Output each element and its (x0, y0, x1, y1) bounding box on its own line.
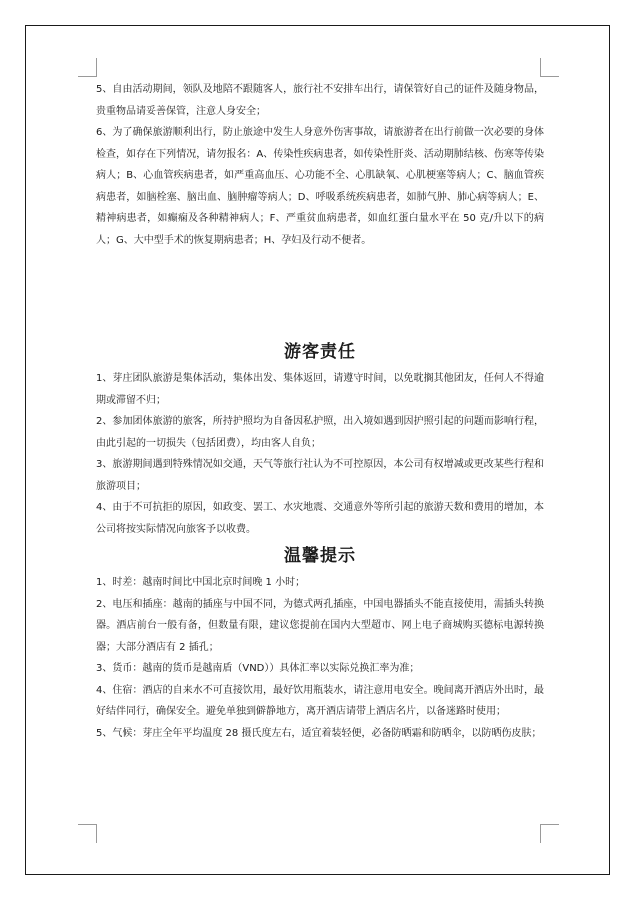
margin-corner-top-left (78, 58, 97, 77)
tips-item-1: 1、时差：越南时间比中国北京时间晚 1 小时； (96, 577, 306, 588)
margin-corner-bottom-right (540, 824, 559, 843)
margin-corner-bottom-left (78, 824, 97, 843)
responsibility-title: 游客责任 (284, 342, 356, 362)
tips-item-5: 5、气候：芽庄全年平均温度 28 摄氏度左右，适宜着装轻便，必备防晒霜和防晒伞，以防晒伤皮肤； (96, 727, 542, 739)
intro-item-6: 6、为了确保旅游顺利出行，防止旅途中发生人身意外伤害事故，请旅游者在出行前做一次必要的身体检查，如存在下列情况，请勿报名：A、传染性疾病患者，如传染性肝炎、活动期肺结核、伤寒等传染病人；B、心血管疾病患者，如严重高血压、心功能不全、心肌缺氧、心肌梗塞等病人；C、脑血管疾病患者，如脑栓塞、脑出血、脑肿瘤等病人；D、呼吸系统疾病患者，如肺气肿、肺心病等病人；E、精神病患者，如癫痫及各种精神病人；F、严重贫血病患者，如血红蛋白量水平在 50 克/升以下的病人；G、大中型手术的恢复期病患者；H、孕妇及行动不便者。 (96, 127, 544, 246)
tips-item-3: 3、货币：越南的货币是越南盾（VND））具体汇率以实际兑换汇率为准； (96, 663, 420, 674)
blank-gap (96, 251, 544, 338)
margin-corner-top-right (540, 58, 559, 77)
responsibility-item-2: 2、参加团体旅游的旅客，所持护照均为自备因私护照，出入境如遇到因护照引起的问题而影响行程，由此引起的一切损失（包括团费），均由客人自负； (96, 416, 544, 449)
responsibility-item-3: 3、旅游期间遇到特殊情况如交通，天气等旅行社认为不可控原因，本公司有权增减或更改某些行程和旅游项目； (96, 459, 544, 492)
tips-item-4: 4、住宿：酒店的自来水不可直接饮用，最好饮用瓶装水，请注意用电安全。晚间离开酒店外出时，最好结伴同行，确保安全。避免单独到僻静地方，离开酒店请带上酒店名片，以备迷路时使用； (96, 684, 544, 717)
document-body (96, 79, 544, 744)
responsibility-item-4: 4、由于不可抗拒的原因，如政变、罢工、水灾地震、交通意外等所引起的旅游天数和费用的增加，本公司将按实际情况向旅客予以收费。 (96, 502, 544, 535)
responsibility-item-1: 1、芽庄团队旅游是集体活动，集体出发、集体返回，请遵守时间，以免耽搁其他团友，任何人不得逾期或滞留不归； (96, 373, 544, 406)
tips-item-2: 2、电压和插座：越南的插座与中国不同，为德式两孔插座，中国电器插头不能直接使用，需插头转换器。酒店前台一般有备，但数量有限，建议您提前在国内大型超市、网上电子商城购买德标电源转换器；大部分酒店有 2 插孔； (96, 598, 544, 653)
intro-item-5: 5、自由活动期间，领队及地陪不跟随客人，旅行社不安排车出行，请保管好自己的证件及随身物品，贵重物品请妥善保管，注意人身安全； (96, 84, 544, 117)
tips-title: 温馨提示 (284, 546, 356, 566)
